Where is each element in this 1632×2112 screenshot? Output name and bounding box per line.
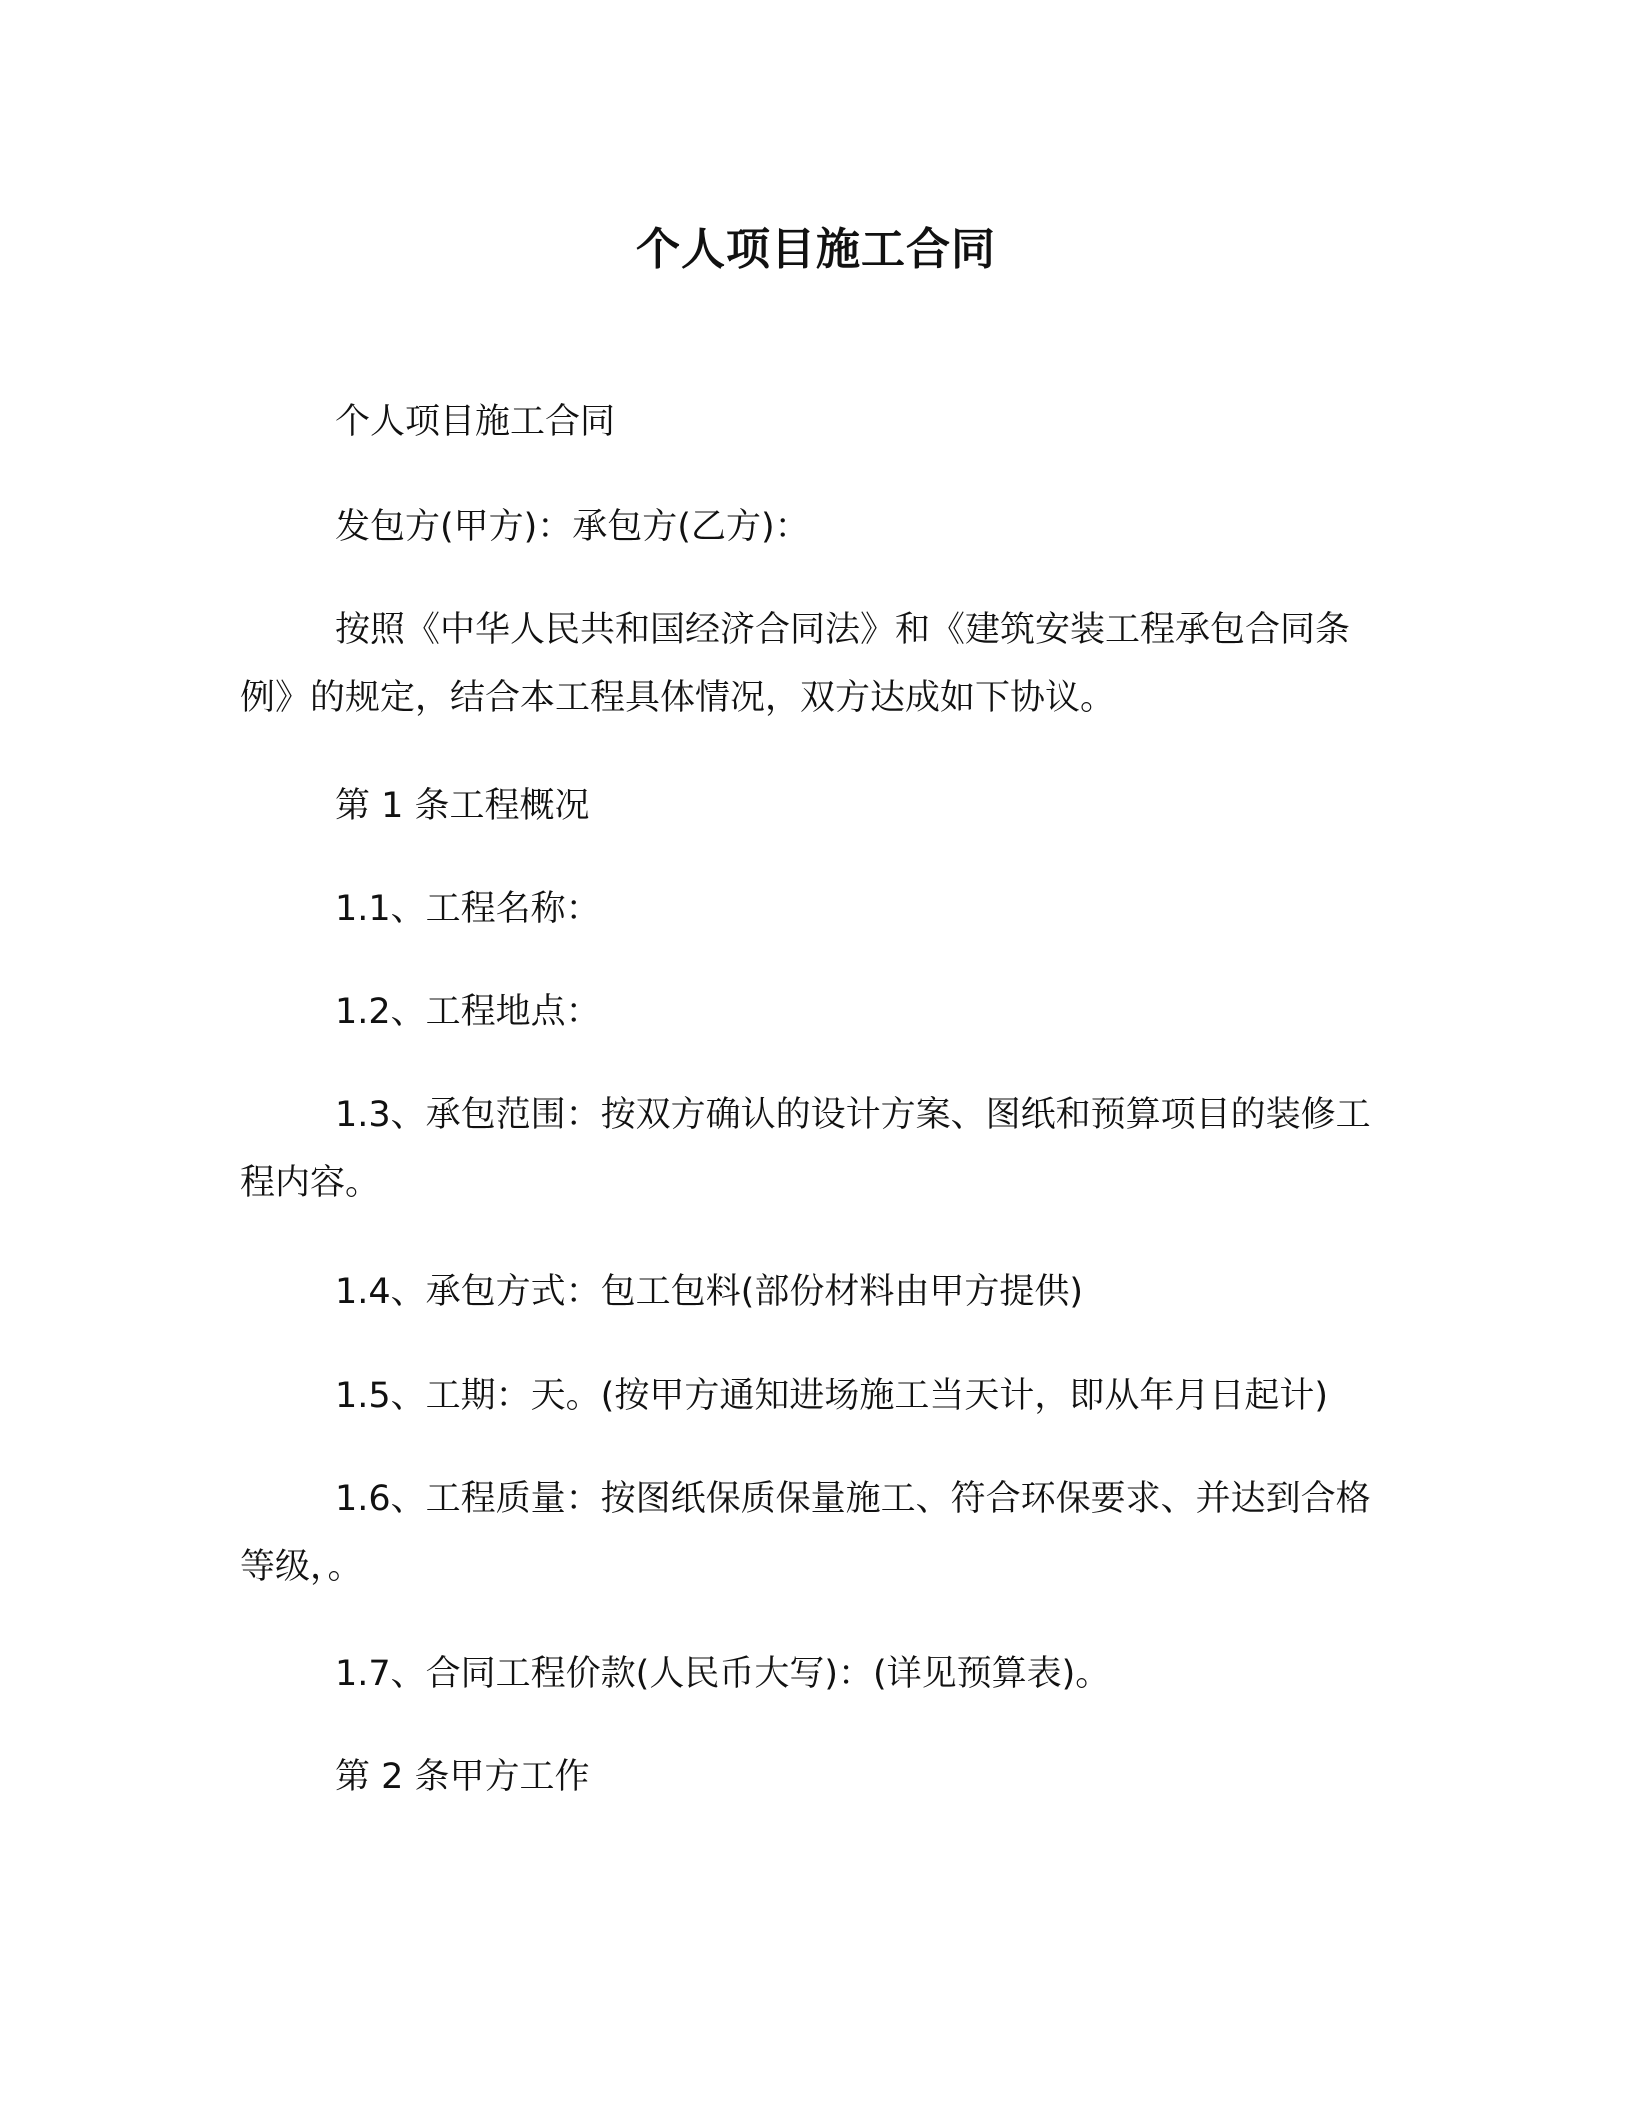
clause-1-1: 1.1、工程名称： [335, 889, 601, 929]
clause-1-4: 1.4、承包方式：包工包料(部份材料由甲方提供) [335, 1272, 1083, 1312]
clause-1-5: 1.5、工期：天。(按甲方通知进场施工当天计，即从年月日起计) [335, 1376, 1328, 1416]
clause-1-6: 1.6、工程质量：按图纸保质保量施工、符合环保要求、并达到合格等级，。 [240, 1479, 1371, 1587]
clause-1-3: 1.3、承包范围：按双方确认的设计方案、图纸和预算项目的装修工程内容。 [240, 1095, 1371, 1203]
clause-1-7: 1.7、合同工程价款(人民币大写)：(详见预算表)。 [335, 1654, 1111, 1694]
clause-1-2: 1.2、工程地点： [335, 992, 601, 1032]
document-title: 个人项目施工合同 [636, 224, 996, 275]
parties-line: 发包方(甲方)：承包方(乙方)： [335, 507, 810, 547]
preamble-paragraph: 按照《中华人民共和国经济合同法》和《建筑安装工程承包合同条例》的规定，结合本工程具体情况，双方达成如下协议。 [240, 610, 1351, 718]
article-2-heading: 第 2 条甲方工作 [335, 1757, 590, 1797]
contract-heading: 个人项目施工合同 [335, 402, 616, 442]
article-1-heading: 第 1 条工程概况 [335, 786, 590, 826]
